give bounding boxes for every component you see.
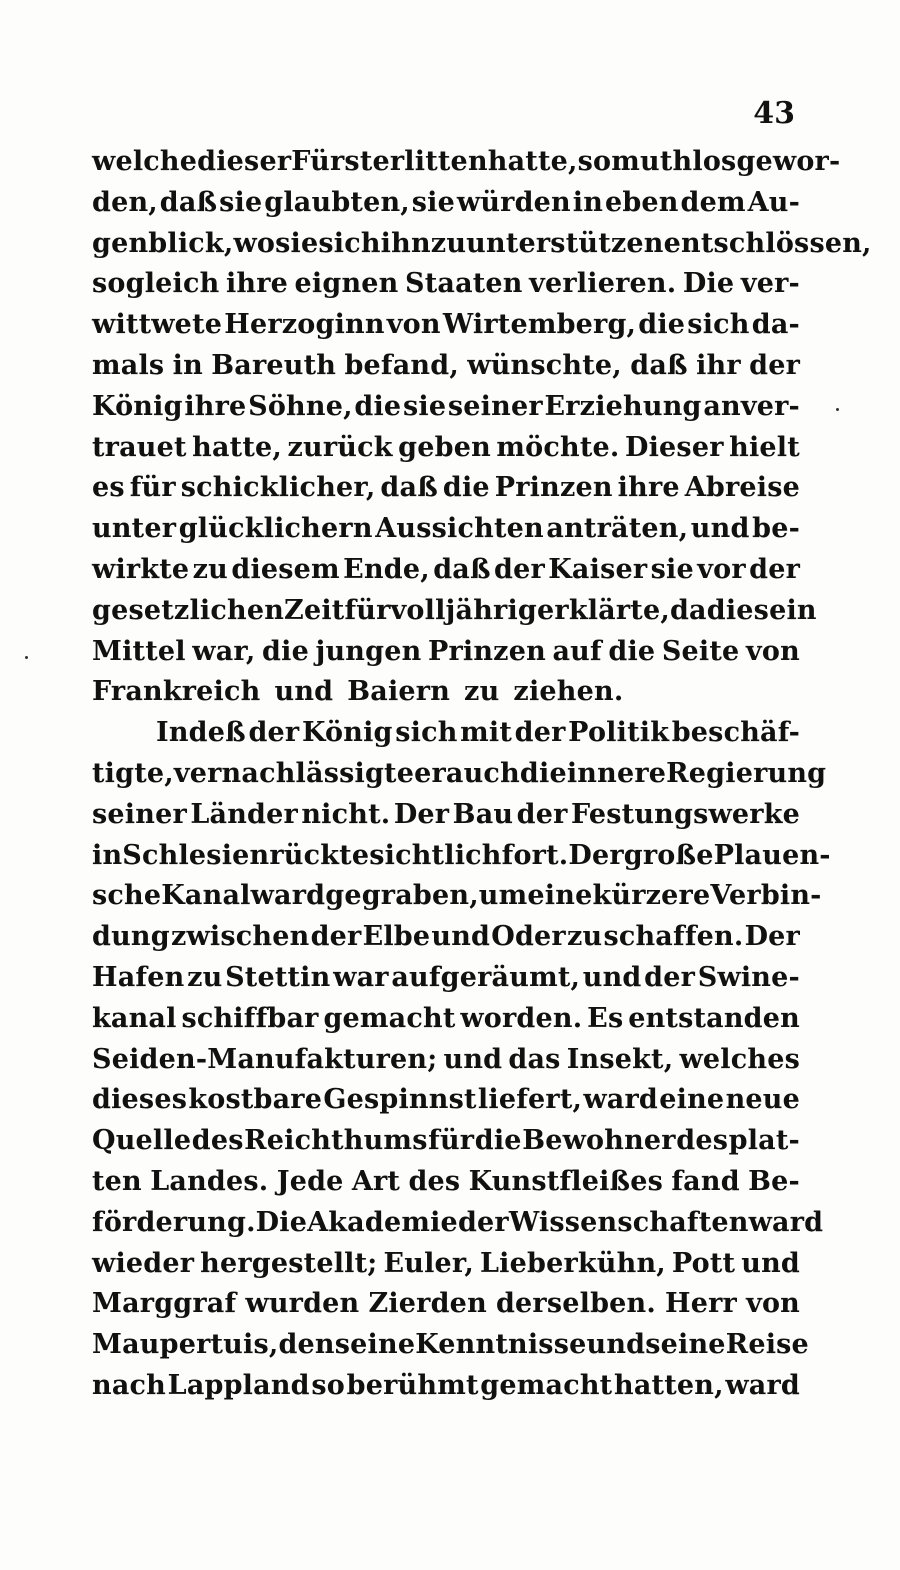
text-line xyxy=(92,999,800,1040)
word: mit xyxy=(460,717,513,749)
word: seine xyxy=(645,1329,726,1361)
word: innere xyxy=(566,757,667,789)
word: des xyxy=(676,1125,729,1157)
word: worden. xyxy=(460,1002,583,1034)
word: sche xyxy=(92,880,162,912)
word: für xyxy=(428,1125,475,1157)
text-line xyxy=(92,1203,824,1244)
word: der xyxy=(516,798,568,830)
word: gegraben, xyxy=(325,880,479,912)
word: sogleich xyxy=(92,268,220,300)
word: daß xyxy=(630,349,688,381)
word: glücklichern xyxy=(178,513,373,545)
word: Akademie xyxy=(307,1206,458,1238)
word: zu xyxy=(430,227,467,259)
word: ward xyxy=(583,1084,659,1116)
word: be- xyxy=(752,513,800,545)
word: sich xyxy=(318,227,381,259)
word: entschlössen, xyxy=(663,227,872,259)
word: für xyxy=(129,472,176,504)
word: Prinzen xyxy=(494,472,613,504)
word: der xyxy=(457,1206,509,1238)
text-line xyxy=(92,509,800,550)
word: wurden xyxy=(245,1288,360,1320)
word: Lieberkühn, xyxy=(479,1247,666,1279)
text-line xyxy=(92,917,800,958)
word: die xyxy=(638,309,686,341)
word: und xyxy=(443,1043,503,1075)
word: hielt xyxy=(729,431,800,463)
text-line xyxy=(92,183,800,224)
word: und xyxy=(741,1247,800,1279)
word: war xyxy=(333,961,389,993)
text-line-paragraph-end xyxy=(92,672,800,713)
word: entstanden xyxy=(628,1002,800,1034)
word: die xyxy=(442,472,490,504)
word: welche xyxy=(92,146,198,177)
word: möchte. xyxy=(496,431,620,463)
word: Kanal xyxy=(161,880,251,912)
word: da- xyxy=(751,309,800,341)
text-line xyxy=(92,1121,800,1162)
word: ihr xyxy=(696,349,741,381)
word: dem xyxy=(680,186,746,218)
word: befand, xyxy=(344,349,459,381)
word: sich xyxy=(687,309,750,341)
word: ward xyxy=(748,1206,824,1238)
word: des xyxy=(408,1165,461,1197)
word: zurück xyxy=(287,431,393,463)
word: wünschte, xyxy=(467,349,622,381)
text-line xyxy=(92,305,800,346)
word: glaubten, xyxy=(264,186,410,218)
word: Reise xyxy=(725,1329,809,1361)
word: sichtlich xyxy=(369,839,502,871)
word: ihn xyxy=(380,227,431,259)
word: nach xyxy=(92,1369,166,1401)
word: vernachlässigte xyxy=(173,757,415,789)
text-line xyxy=(92,958,800,999)
word: kostbare xyxy=(188,1084,323,1116)
word: seiner xyxy=(92,798,187,830)
word: sie xyxy=(402,390,447,422)
word: Art xyxy=(351,1165,401,1197)
page-number: 43 xyxy=(753,96,795,131)
word: daß xyxy=(159,186,218,218)
word: des xyxy=(191,1125,244,1157)
word: Oder xyxy=(491,921,566,953)
word: volljährig xyxy=(390,594,538,626)
text-line xyxy=(92,632,800,673)
word: Hafen xyxy=(92,961,185,993)
word: zu xyxy=(464,676,500,708)
print-speck xyxy=(25,656,28,659)
word: der xyxy=(248,717,300,749)
word: tigte, xyxy=(92,757,174,789)
word: und xyxy=(690,513,750,545)
word: den, xyxy=(92,186,158,218)
word: fort. xyxy=(501,839,569,871)
word: und xyxy=(431,921,491,953)
word: derselben. xyxy=(495,1288,656,1320)
word: Insekt, xyxy=(566,1043,674,1075)
word: hergestellt; xyxy=(200,1247,378,1279)
word: unterstützen xyxy=(466,227,664,259)
text-line xyxy=(92,591,817,632)
word: nicht. xyxy=(301,798,391,830)
word: für xyxy=(344,594,391,626)
word: Jede xyxy=(276,1165,344,1197)
word: liefert, xyxy=(477,1084,583,1116)
word: Aussichten xyxy=(375,513,544,545)
word: daß xyxy=(380,472,438,504)
word: Baiern xyxy=(347,676,451,708)
word: gemacht xyxy=(480,1369,613,1401)
word: zu xyxy=(566,921,603,953)
word: schicklicher, xyxy=(180,472,376,504)
word: eine xyxy=(659,1084,725,1116)
text-line xyxy=(92,264,800,305)
word: erklärte, xyxy=(537,594,670,626)
word: die xyxy=(474,1125,522,1157)
word: Au- xyxy=(747,186,800,218)
word: ihre xyxy=(225,268,289,300)
word: erlitten xyxy=(372,146,488,177)
word: Marggraf xyxy=(92,1288,237,1320)
text-line xyxy=(92,1080,800,1121)
print-speck xyxy=(836,408,839,411)
word: Stettin xyxy=(225,961,331,993)
word: war, xyxy=(192,635,256,667)
word: wieder xyxy=(92,1247,195,1279)
word: fand xyxy=(671,1165,740,1197)
word: sie xyxy=(650,553,694,585)
word: Schlesien xyxy=(122,839,270,871)
text-line xyxy=(92,876,822,917)
word: mals xyxy=(92,349,165,381)
word: Die xyxy=(255,1206,308,1238)
word: hatte, xyxy=(487,146,578,177)
word: und xyxy=(274,676,334,708)
text-line xyxy=(92,1366,800,1407)
word: den xyxy=(278,1329,335,1361)
word: und xyxy=(586,1329,646,1361)
word: Bewohner xyxy=(522,1125,676,1157)
word: der xyxy=(514,717,566,749)
word: sie xyxy=(219,186,263,218)
word: Der xyxy=(568,839,624,871)
word: Landes. xyxy=(150,1165,269,1197)
word: Verbin- xyxy=(710,880,822,912)
word: seiner xyxy=(447,390,543,422)
word: ten xyxy=(92,1165,142,1197)
word: welches xyxy=(679,1043,800,1075)
word: rückte xyxy=(269,839,370,871)
word: Maupertuis, xyxy=(92,1329,279,1361)
word: Swine- xyxy=(697,961,800,993)
word: Kaiser xyxy=(548,553,648,585)
word: jungen xyxy=(315,635,422,667)
word: dieses xyxy=(92,1084,188,1116)
word: um xyxy=(478,880,528,912)
word: Zeit xyxy=(284,594,345,626)
word: so xyxy=(577,146,612,177)
text-line xyxy=(92,836,831,877)
word: Festungswerke xyxy=(570,798,800,830)
word: Elbe xyxy=(362,921,431,953)
word: kürzere xyxy=(592,880,711,912)
word: Fürst xyxy=(291,146,373,177)
word: Ende, xyxy=(343,553,430,585)
word: so xyxy=(311,1369,346,1401)
word: von xyxy=(386,309,441,341)
word: vor xyxy=(697,553,746,585)
body-text xyxy=(92,142,872,1407)
word: daß xyxy=(433,553,491,585)
text-line xyxy=(92,224,872,265)
word: der xyxy=(644,961,696,993)
word: die xyxy=(519,757,567,789)
word: gewor- xyxy=(736,146,841,177)
word: sie xyxy=(411,186,456,218)
word: beschäf- xyxy=(671,717,800,749)
text-line xyxy=(92,1325,809,1366)
word: die xyxy=(608,635,656,667)
word: König xyxy=(301,717,393,749)
text-line xyxy=(92,468,800,509)
word: eine xyxy=(527,880,593,912)
word: Dieser xyxy=(624,431,724,463)
word: Wissenschaften xyxy=(508,1206,749,1238)
word: Wirtemberg, xyxy=(442,309,637,341)
word: Mittel xyxy=(92,635,186,667)
word: wirkte xyxy=(92,553,190,585)
word: er xyxy=(414,757,446,789)
word: in xyxy=(572,186,604,218)
text-line xyxy=(92,1244,800,1285)
text-line xyxy=(92,550,800,591)
word: würden xyxy=(456,186,571,218)
word: Gespinnst xyxy=(323,1084,477,1116)
text-line xyxy=(92,387,800,428)
word: Der xyxy=(393,798,450,830)
word: aufgeräumt, xyxy=(391,961,581,993)
text-line xyxy=(92,1284,800,1325)
word: ward xyxy=(250,880,326,912)
word: Länder xyxy=(190,798,298,830)
text-line xyxy=(92,754,827,795)
word: ver- xyxy=(740,268,800,300)
text-line-paragraph-start xyxy=(92,713,800,754)
word: auf xyxy=(552,635,602,667)
word: förderung. xyxy=(92,1206,256,1238)
word: Seite xyxy=(661,635,740,667)
word: Indeß xyxy=(156,717,246,749)
word: anträten, xyxy=(546,513,689,545)
word: es xyxy=(92,472,125,504)
word: der xyxy=(494,553,545,585)
word: wittwete xyxy=(92,309,223,341)
word: neue xyxy=(725,1084,800,1116)
word: ihre xyxy=(617,472,680,504)
word: Regierung xyxy=(666,757,827,789)
word: Der xyxy=(744,921,800,953)
word: gesetzlichen xyxy=(92,594,285,626)
word: Erziehung xyxy=(544,390,702,422)
word: ihre xyxy=(184,390,247,422)
word: dies xyxy=(706,594,770,626)
word: Pott xyxy=(671,1247,736,1279)
word: genblick, xyxy=(92,227,234,259)
word: trauet xyxy=(92,431,187,463)
word: schiffbar xyxy=(181,1002,319,1034)
word: auch xyxy=(445,757,520,789)
word: Be- xyxy=(748,1165,800,1197)
word: Plauen- xyxy=(713,839,831,871)
word: der xyxy=(749,349,800,381)
word: ziehen. xyxy=(513,676,624,708)
word: eben xyxy=(604,186,679,218)
word: Prinzen xyxy=(427,635,546,667)
word: Politik xyxy=(568,717,670,749)
word: Staaten xyxy=(405,268,523,300)
word: Bau xyxy=(452,798,514,830)
word: dieser xyxy=(197,146,292,177)
word: hatte, xyxy=(192,431,283,463)
word: das xyxy=(508,1043,561,1075)
word: Frankreich xyxy=(92,676,261,708)
word: von xyxy=(745,635,800,667)
word: von xyxy=(746,1288,800,1320)
word: ein xyxy=(769,594,817,626)
word: anver- xyxy=(703,390,800,422)
word: kanal xyxy=(92,1002,177,1034)
word: Bareuth xyxy=(211,349,337,381)
word: seine xyxy=(334,1329,416,1361)
word: König xyxy=(92,390,183,422)
text-line xyxy=(92,1040,800,1081)
word: Es xyxy=(587,1002,624,1034)
word: Seiden-Manufakturen; xyxy=(92,1043,438,1075)
word: plat- xyxy=(728,1125,800,1157)
word: Lappland xyxy=(167,1369,310,1401)
text-line xyxy=(92,795,800,836)
word: wo xyxy=(233,227,276,259)
word: Söhne, xyxy=(248,390,353,422)
word: in xyxy=(172,349,203,381)
word: zu xyxy=(187,961,223,993)
word: berühmt xyxy=(346,1369,479,1401)
word: sich xyxy=(395,717,458,749)
word: eignen xyxy=(294,268,399,300)
word: Kunstfleißes xyxy=(468,1165,664,1197)
word: ward xyxy=(725,1369,800,1401)
word: verlieren. xyxy=(529,268,677,300)
word: dung xyxy=(92,921,170,953)
word: zu xyxy=(192,553,229,585)
word: Herzoginn xyxy=(224,309,385,341)
word: Abreise xyxy=(684,472,800,504)
word: Reichthums xyxy=(244,1125,428,1157)
word: in xyxy=(92,839,123,871)
text-line xyxy=(92,1162,800,1203)
word: der xyxy=(310,921,362,953)
text-line xyxy=(92,142,841,183)
word: und xyxy=(582,961,642,993)
word: diesem xyxy=(231,553,340,585)
word: Quelle xyxy=(92,1125,192,1157)
word: zwischen xyxy=(170,921,310,953)
word: schaffen. xyxy=(603,921,744,953)
word: Euler, xyxy=(383,1247,474,1279)
word: unter xyxy=(92,513,177,545)
text-line xyxy=(92,428,800,469)
text-line xyxy=(92,346,800,387)
word: hatten, xyxy=(614,1369,724,1401)
word: muthlos xyxy=(611,146,737,177)
word: Herr xyxy=(665,1288,737,1320)
word: geben xyxy=(398,431,491,463)
word: Kenntnisse xyxy=(415,1329,587,1361)
word: große xyxy=(623,839,714,871)
word: der xyxy=(749,553,800,585)
word: sie xyxy=(275,227,319,259)
word: Zierden xyxy=(368,1288,487,1320)
word: da xyxy=(669,594,707,626)
word: Die xyxy=(682,268,735,300)
word: die xyxy=(354,390,402,422)
word: die xyxy=(262,635,309,667)
word: gemacht xyxy=(323,1002,456,1034)
